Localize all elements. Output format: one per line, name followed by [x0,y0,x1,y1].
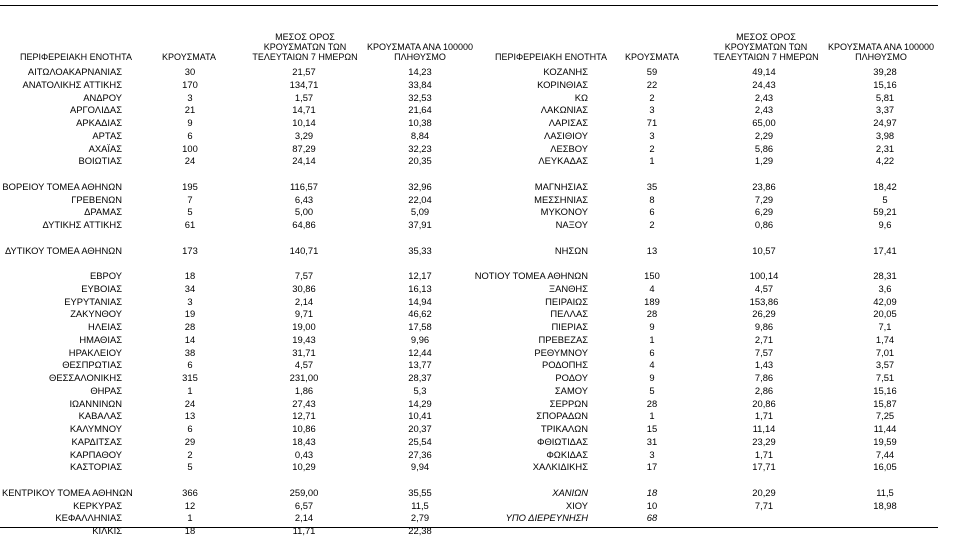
right-row-5-avg: 2,29 [754,129,774,141]
right-row-5-name: ΛΑΣΙΘΙΟΥ [543,129,588,141]
left-row-22-cases: 38 [184,346,196,358]
left-row-2-avg: 1,57 [294,91,314,103]
left-row-5-avg: 3,29 [294,129,314,141]
left-row-1-cases: 170 [182,78,198,90]
left-row-26-name: ΙΩΑΝΝΙΝΩΝ [69,397,122,409]
left-row-9-name: ΒΟΡΕΙΟΥ ΤΟΜΕΑ ΑΘΗΝΩΝ [2,180,122,192]
left-row-28-name: ΚΑΛΥΜΝΟΥ [69,423,122,434]
right-row-28-name: ΤΡΙΚΑΛΩΝ [540,423,588,434]
right-row-11-per100k: 59,21 [873,206,897,218]
right-row-6-avg: 5,86 [754,142,774,154]
left-row-23-avg: 4,57 [294,359,314,371]
right-row-27-per100k: 7,25 [875,410,895,422]
left-row-17-per100k: 16,13 [408,282,432,294]
right-row-35-name: ΥΠΟ ΔΙΕΡΕΥΝΗΣΗ [505,512,588,524]
right-row-16-cases: 150 [644,270,660,281]
left-row-14-cases: 173 [182,244,198,256]
right-header-avg-text: ΜΕΣΟΣ ΟΡΟΣ ΚΡΟΥΣΜΑΤΩΝ ΤΩΝ ΤΕΛΕΥΤΑΙΩΝ 7 ΗΜΕΡΩΝ [713,32,819,62]
right-row-34-per100k: 18,98 [873,499,897,511]
right-row-14-cases: 13 [646,244,658,256]
left-row-27-avg: 12,71 [292,410,316,422]
right-row-10-cases: 8 [649,193,655,205]
left-row-20-avg: 19,00 [292,321,316,332]
right-row-21-cases: 1 [649,333,655,345]
left-row-16-avg: 7,57 [294,270,314,281]
right-row-17-per100k: 3,6 [878,282,892,294]
right-row-7-cases: 1 [649,155,655,167]
right-row-18-avg: 153,86 [749,295,779,307]
right-row-31-per100k: 16,05 [873,461,897,473]
right-row-11-avg: 6,29 [754,206,774,218]
left-row-5-name: ΑΡΤΑΣ [92,129,122,141]
right-row-29-per100k: 19,59 [873,435,897,447]
left-row-27-per100k: 10,41 [408,410,432,422]
left-row-18-cases: 3 [187,295,193,307]
left-row-31-cases: 5 [187,461,193,473]
left-row-6-name: ΑΧΑΪΑΣ [88,142,122,154]
right-row-4-cases: 71 [646,117,658,128]
left-row-29-per100k: 25,54 [408,435,432,447]
left-row-29-avg: 18,43 [292,435,316,447]
left-row-7-per100k: 20,35 [408,155,432,167]
left-row-22-per100k: 12,44 [408,346,432,358]
right-row-29-cases: 31 [646,435,658,447]
left-row-14-avg: 140,71 [289,244,319,256]
right-row-12-per100k: 9,6 [878,219,892,230]
right-header-region-text: ΠΕΡΙΦΕΡΕΙΑΚΗ ΕΝΟΤΗΤΑ [494,52,608,62]
right-row-19-per100k: 20,05 [873,308,897,320]
left-row-33-cases: 366 [182,486,198,498]
right-row-9-avg: 23,86 [752,180,776,192]
left-row-0-name: ΑΙΤΩΛΟΑΚΑΡΝΑΝΙΑΣ [27,66,122,77]
left-row-6-cases: 100 [182,142,198,154]
left-row-30-per100k: 27,36 [408,448,432,460]
right-row-23-cases: 4 [649,359,655,371]
left-row-2-name: ΑΝΔΡΟΥ [83,91,122,103]
left-row-22-avg: 31,71 [292,346,316,358]
right-row-26-cases: 28 [646,397,658,409]
right-row-33-per100k: 11,5 [876,486,894,498]
right-row-34-name: ΧΙΟΥ [565,499,588,511]
left-row-19-name: ΖΑΚΥΝΘΟΥ [70,308,122,320]
right-row-0-cases: 59 [646,66,658,77]
right-row-25-name: ΣΑΜΟΥ [554,384,588,396]
right-row-18-per100k: 42,09 [873,295,897,307]
right-row-20-per100k: 7,1 [878,321,892,332]
left-row-6-per100k: 32,23 [408,142,432,154]
left-row-14-name: ΔΥΤΙΚΟΥ ΤΟΜΕΑ ΑΘΗΝΩΝ [4,244,122,256]
right-row-12-avg: 0,86 [754,219,774,230]
right-row-12-cases: 2 [649,219,655,230]
right-row-31-cases: 17 [646,461,658,473]
left-row-34-name: ΚΕΡΚΥΡΑΣ [73,499,122,511]
right-row-24-cases: 9 [649,372,655,383]
right-row-16-avg: 100,14 [749,270,779,281]
right-row-30-avg: 1,71 [754,448,774,460]
left-row-23-cases: 6 [187,359,193,371]
left-row-16-name: ΕΒΡΟΥ [89,270,122,281]
right-row-19-avg: 26,29 [752,308,776,320]
left-row-2-cases: 3 [187,91,193,103]
right-row-31-avg: 17,71 [752,461,776,473]
left-row-18-per100k: 14,94 [408,295,432,307]
left-row-35-avg: 2,14 [294,512,314,524]
left-row-29-name: ΚΑΡΔΙΤΣΑΣ [71,435,122,447]
right-row-0-name: ΚΟΖΑΝΗΣ [543,66,588,77]
right-row-2-per100k: 5,81 [875,91,895,103]
left-row-25-name: ΘΗΡΑΣ [90,384,122,396]
left-row-6-avg: 87,29 [292,142,316,154]
left-row-30-avg: 0,43 [294,448,314,460]
left-header-per100k-text: ΚΡΟΥΣΜΑΤΑ ΑΝΑ 100000 ΠΛΗΘΥΣΜΟ [367,42,473,62]
left-row-20-cases: 28 [184,321,196,332]
left-row-30-cases: 2 [187,448,193,460]
left-row-17-name: ΕΥΒΟΙΑΣ [81,282,122,294]
right-row-26-per100k: 15,87 [873,397,897,409]
left-row-3-name: ΑΡΓΟΛΙΔΑΣ [70,104,122,116]
right-row-29-name: ΦΘΙΩΤΙΔΑΣ [536,435,588,447]
left-row-12-per100k: 37,91 [408,219,432,230]
right-row-26-avg: 20,86 [752,397,776,409]
left-header-cases-text: ΚΡΟΥΣΜΑΤΑ [162,52,216,62]
left-row-10-name: ΓΡΕΒΕΝΩΝ [71,193,122,205]
left-row-26-per100k: 14,29 [408,397,432,409]
left-row-4-cases: 9 [187,117,193,128]
left-row-33-per100k: 35,55 [408,486,432,498]
right-row-4-avg: 65,00 [752,117,776,128]
right-row-0-per100k: 39,28 [873,66,897,77]
left-row-28-avg: 10,86 [292,423,316,434]
right-row-2-avg: 2,43 [754,91,774,103]
left-row-26-cases: 24 [184,397,196,409]
left-row-28-per100k: 20,37 [408,423,432,434]
left-header-avg-text: ΜΕΣΟΣ ΟΡΟΣ ΚΡΟΥΣΜΑΤΩΝ ΤΩΝ ΤΕΛΕΥΤΑΙΩΝ 7 ΗΜΕΡΩΝ [252,32,358,62]
left-row-4-avg: 10,14 [292,117,316,128]
left-row-24-name: ΘΕΣΣΑΛΟΝΙΚΗΣ [49,372,122,383]
left-row-17-cases: 34 [184,282,196,294]
left-row-27-cases: 13 [184,410,196,422]
right-row-34-avg: 7,71 [754,499,774,511]
right-row-16-name: ΝΟΤΙΟΥ ΤΟΜΕΑ ΑΘΗΝΩΝ [474,270,588,281]
left-row-7-cases: 24 [184,155,196,167]
right-row-28-avg: 11,14 [752,423,776,434]
right-row-18-cases: 189 [644,295,660,307]
right-row-10-per100k: 5 [882,193,888,205]
left-row-11-name: ΔΡΑΜΑΣ [84,206,122,218]
left-row-22-name: ΗΡΑΚΛΕΙΟΥ [68,346,122,358]
right-row-28-cases: 15 [646,423,658,434]
right-row-14-avg: 10,57 [752,244,776,256]
right-row-23-per100k: 3,57 [875,359,895,371]
right-row-5-per100k: 3,98 [875,129,895,141]
right-row-1-avg: 24,43 [752,78,776,90]
right-row-6-name: ΛΕΣΒΟΥ [550,142,588,154]
left-row-16-cases: 18 [184,270,196,281]
left-row-19-per100k: 46,62 [408,308,432,320]
left-row-12-name: ΔΥΤΙΚΗΣ ΑΤΤΙΚΗΣ [42,219,122,230]
left-row-9-cases: 195 [182,180,198,192]
left-row-35-name: ΚΕΦΑΛΛΗΝΙΑΣ [55,512,122,524]
right-row-22-per100k: 7,01 [875,346,895,358]
left-row-12-cases: 61 [184,219,196,230]
right-row-22-cases: 6 [649,346,655,358]
left-row-3-avg: 14,71 [292,104,316,116]
left-row-3-per100k: 21,64 [408,104,432,116]
left-row-21-per100k: 9,96 [410,333,430,345]
left-row-5-per100k: 8,84 [410,129,430,141]
right-row-20-name: ΠΙΕΡΙΑΣ [551,321,588,332]
right-row-30-name: ΦΩΚΙΔΑΣ [546,448,588,460]
right-row-2-cases: 2 [649,91,655,103]
left-row-11-cases: 5 [187,206,193,218]
right-row-6-cases: 2 [649,142,655,154]
right-row-14-per100k: 17,41 [873,244,897,256]
right-row-25-avg: 2,86 [754,384,774,396]
left-row-33-avg: 259,00 [289,486,319,498]
right-row-25-per100k: 15,16 [873,384,897,396]
right-row-35-cases: 68 [646,512,658,524]
right-row-9-name: ΜΑΓΝΗΣΙΑΣ [534,180,588,192]
left-row-10-cases: 7 [187,193,193,205]
left-row-0-per100k: 14,23 [408,66,432,77]
left-row-3-cases: 21 [184,104,196,116]
right-row-22-name: ΡΕΘΥΜΝΟΥ [534,346,588,358]
right-row-4-name: ΛΑΡΙΣΑΣ [548,117,588,128]
left-row-4-name: ΑΡΚΑΔΙΑΣ [76,117,122,128]
left-row-36-cases: 18 [184,525,196,536]
left-row-25-avg: 1,86 [294,384,314,396]
right-row-10-name: ΜΕΣΣΗΝΙΑΣ [534,193,588,205]
left-row-10-per100k: 22,04 [408,193,432,205]
right-row-24-name: ΡΟΔΟΥ [555,372,588,383]
left-row-7-avg: 24,14 [292,155,316,167]
right-row-7-avg: 1,29 [754,155,774,167]
right-row-3-name: ΛΑΚΩΝΙΑΣ [540,104,588,116]
right-header-per100k-text: ΚΡΟΥΣΜΑΤΑ ΑΝΑ 100000 ΠΛΗΘΥΣΜΟ [828,42,934,62]
right-row-29-avg: 23,29 [752,435,776,447]
right-row-27-cases: 1 [649,410,655,422]
left-row-31-avg: 10,29 [292,461,316,473]
right-row-27-name: ΣΠΟΡΑΔΩΝ [536,410,588,422]
left-row-24-avg: 231,00 [289,372,319,383]
left-row-2-per100k: 32,53 [408,91,432,103]
right-row-23-name: ΡΟΔΟΠΗΣ [541,359,588,371]
left-row-4-per100k: 10,38 [408,117,432,128]
right-row-22-avg: 7,57 [754,346,774,358]
left-row-24-cases: 315 [182,372,198,383]
right-row-17-avg: 4,57 [754,282,774,294]
left-row-1-avg: 134,71 [289,78,319,90]
left-row-9-per100k: 32,96 [408,180,432,192]
left-row-35-per100k: 2,79 [410,512,430,524]
right-row-9-cases: 35 [646,180,658,192]
left-row-36-per100k: 22,38 [408,525,432,536]
right-row-20-cases: 9 [649,321,655,332]
left-row-5-cases: 6 [187,129,193,141]
left-row-7-name: ΒΟΙΩΤΙΑΣ [78,155,122,167]
right-row-24-avg: 7,86 [754,372,774,383]
right-row-17-cases: 4 [649,282,655,294]
left-row-12-avg: 64,86 [292,219,316,230]
right-row-4-per100k: 24,97 [873,117,897,128]
right-row-11-name: ΜΥΚΟΝΟΥ [540,206,588,218]
left-row-33-name: ΚΕΝΤΡΙΚΟΥ ΤΟΜΕΑ ΑΘΗΝΩΝ [2,486,133,498]
right-row-24-per100k: 7,51 [875,372,895,383]
left-row-23-name: ΘΕΣΠΡΩΤΙΑΣ [62,359,122,371]
left-row-28-cases: 6 [187,423,193,434]
left-row-25-cases: 1 [187,384,193,396]
right-row-14-name: ΝΗΣΩΝ [554,244,588,256]
left-row-14-per100k: 35,33 [408,244,432,256]
right-row-6-per100k: 2,31 [875,142,895,154]
left-row-21-name: ΗΜΑΘΙΑΣ [79,333,122,345]
right-row-5-cases: 3 [649,129,655,141]
left-row-26-avg: 27,43 [292,397,316,409]
right-row-20-avg: 9,86 [754,321,774,332]
left-row-36-avg: 11,71 [292,525,316,536]
left-row-20-name: ΗΛΕΙΑΣ [88,321,122,332]
left-row-1-per100k: 33,84 [408,78,432,90]
left-row-29-cases: 29 [184,435,196,447]
right-row-16-per100k: 28,31 [873,270,897,281]
left-row-31-per100k: 9,94 [410,461,430,473]
right-row-17-name: ΞΑΝΘΗΣ [549,282,588,294]
right-row-33-cases: 18 [646,486,658,498]
right-row-3-avg: 2,43 [754,104,774,116]
right-row-3-per100k: 3,37 [875,104,895,116]
right-row-33-avg: 20,29 [752,486,776,498]
left-row-19-cases: 19 [184,308,196,320]
left-row-0-cases: 30 [184,66,196,77]
left-row-34-avg: 6,57 [294,499,314,511]
right-row-26-name: ΣΕΡΡΩΝ [549,397,588,409]
right-header-cases-text: ΚΡΟΥΣΜΑΤΑ [625,52,679,62]
left-row-17-avg: 30,86 [292,282,316,294]
left-row-10-avg: 6,43 [294,193,314,205]
left-row-27-name: ΚΑΒΑΛΑΣ [78,410,122,422]
right-row-25-cases: 5 [649,384,655,396]
right-row-12-name: ΝΑΞΟΥ [555,219,588,230]
right-row-3-cases: 3 [649,104,655,116]
left-row-36-name: ΚΙΛΚΙΣ [92,525,122,536]
right-row-11-cases: 6 [649,206,655,218]
left-row-34-per100k: 11,5 [411,499,429,511]
left-row-9-avg: 116,57 [290,180,318,192]
right-row-30-per100k: 7,44 [875,448,895,460]
right-row-30-cases: 3 [649,448,655,460]
right-row-27-avg: 1,71 [754,410,774,422]
right-row-9-per100k: 18,42 [873,180,897,192]
right-row-7-name: ΛΕΥΚΑΔΑΣ [538,155,588,167]
right-row-23-avg: 1,43 [754,359,774,371]
left-row-25-per100k: 5,3 [413,384,427,396]
left-row-19-avg: 9,71 [294,308,314,320]
left-row-31-name: ΚΑΣΤΟΡΙΑΣ [69,461,122,473]
right-row-1-name: ΚΟΡΙΝΘΙΑΣ [537,78,588,90]
left-row-18-avg: 2,14 [294,295,314,307]
bottom-rule [0,527,938,528]
left-row-21-avg: 19,43 [292,333,316,345]
left-row-18-name: ΕΥΡΥΤΑΝΙΑΣ [64,295,122,307]
left-row-34-cases: 12 [184,499,196,511]
right-row-34-cases: 10 [646,499,658,511]
left-row-1-name: ΑΝΑΤΟΛΙΚΗΣ ΑΤΤΙΚΗΣ [22,78,122,90]
right-row-28-per100k: 11,44 [873,423,897,434]
left-header-region-text: ΠΕΡΙΦΕΡΕΙΑΚΗ ΕΝΟΤΗΤΑ [19,52,133,62]
left-row-20-per100k: 17,58 [408,321,432,332]
left-row-0-avg: 21,57 [292,66,316,77]
right-row-7-per100k: 4,22 [875,155,895,167]
right-row-33-name: ΧΑΝΙΩΝ [552,486,588,498]
right-row-21-avg: 2,71 [754,333,774,345]
right-row-31-name: ΧΑΛΚΙΔΙΚΗΣ [532,461,588,473]
left-row-11-per100k: 5,09 [410,206,430,218]
right-row-18-name: ΠΕΙΡΑΙΩΣ [545,295,588,307]
right-row-21-name: ΠΡΕΒΕΖΑΣ [538,333,588,345]
right-row-10-avg: 7,29 [754,193,774,205]
right-row-19-name: ΠΕΛΛΑΣ [550,308,588,320]
left-row-21-cases: 14 [184,333,196,345]
left-row-11-avg: 5,00 [294,206,314,218]
left-row-23-per100k: 13,77 [408,359,432,371]
right-row-1-per100k: 15,16 [873,78,897,90]
right-row-2-name: ΚΩ [574,91,588,103]
left-row-30-name: ΚΑΡΠΑΘΟΥ [69,448,122,460]
right-row-21-per100k: 1,74 [875,333,895,345]
right-row-1-cases: 22 [646,78,658,90]
right-row-19-cases: 28 [646,308,658,320]
left-row-16-per100k: 12,17 [408,270,432,281]
right-row-0-avg: 49,14 [752,66,776,77]
left-row-24-per100k: 28,37 [408,372,432,383]
left-row-35-cases: 1 [187,512,193,524]
